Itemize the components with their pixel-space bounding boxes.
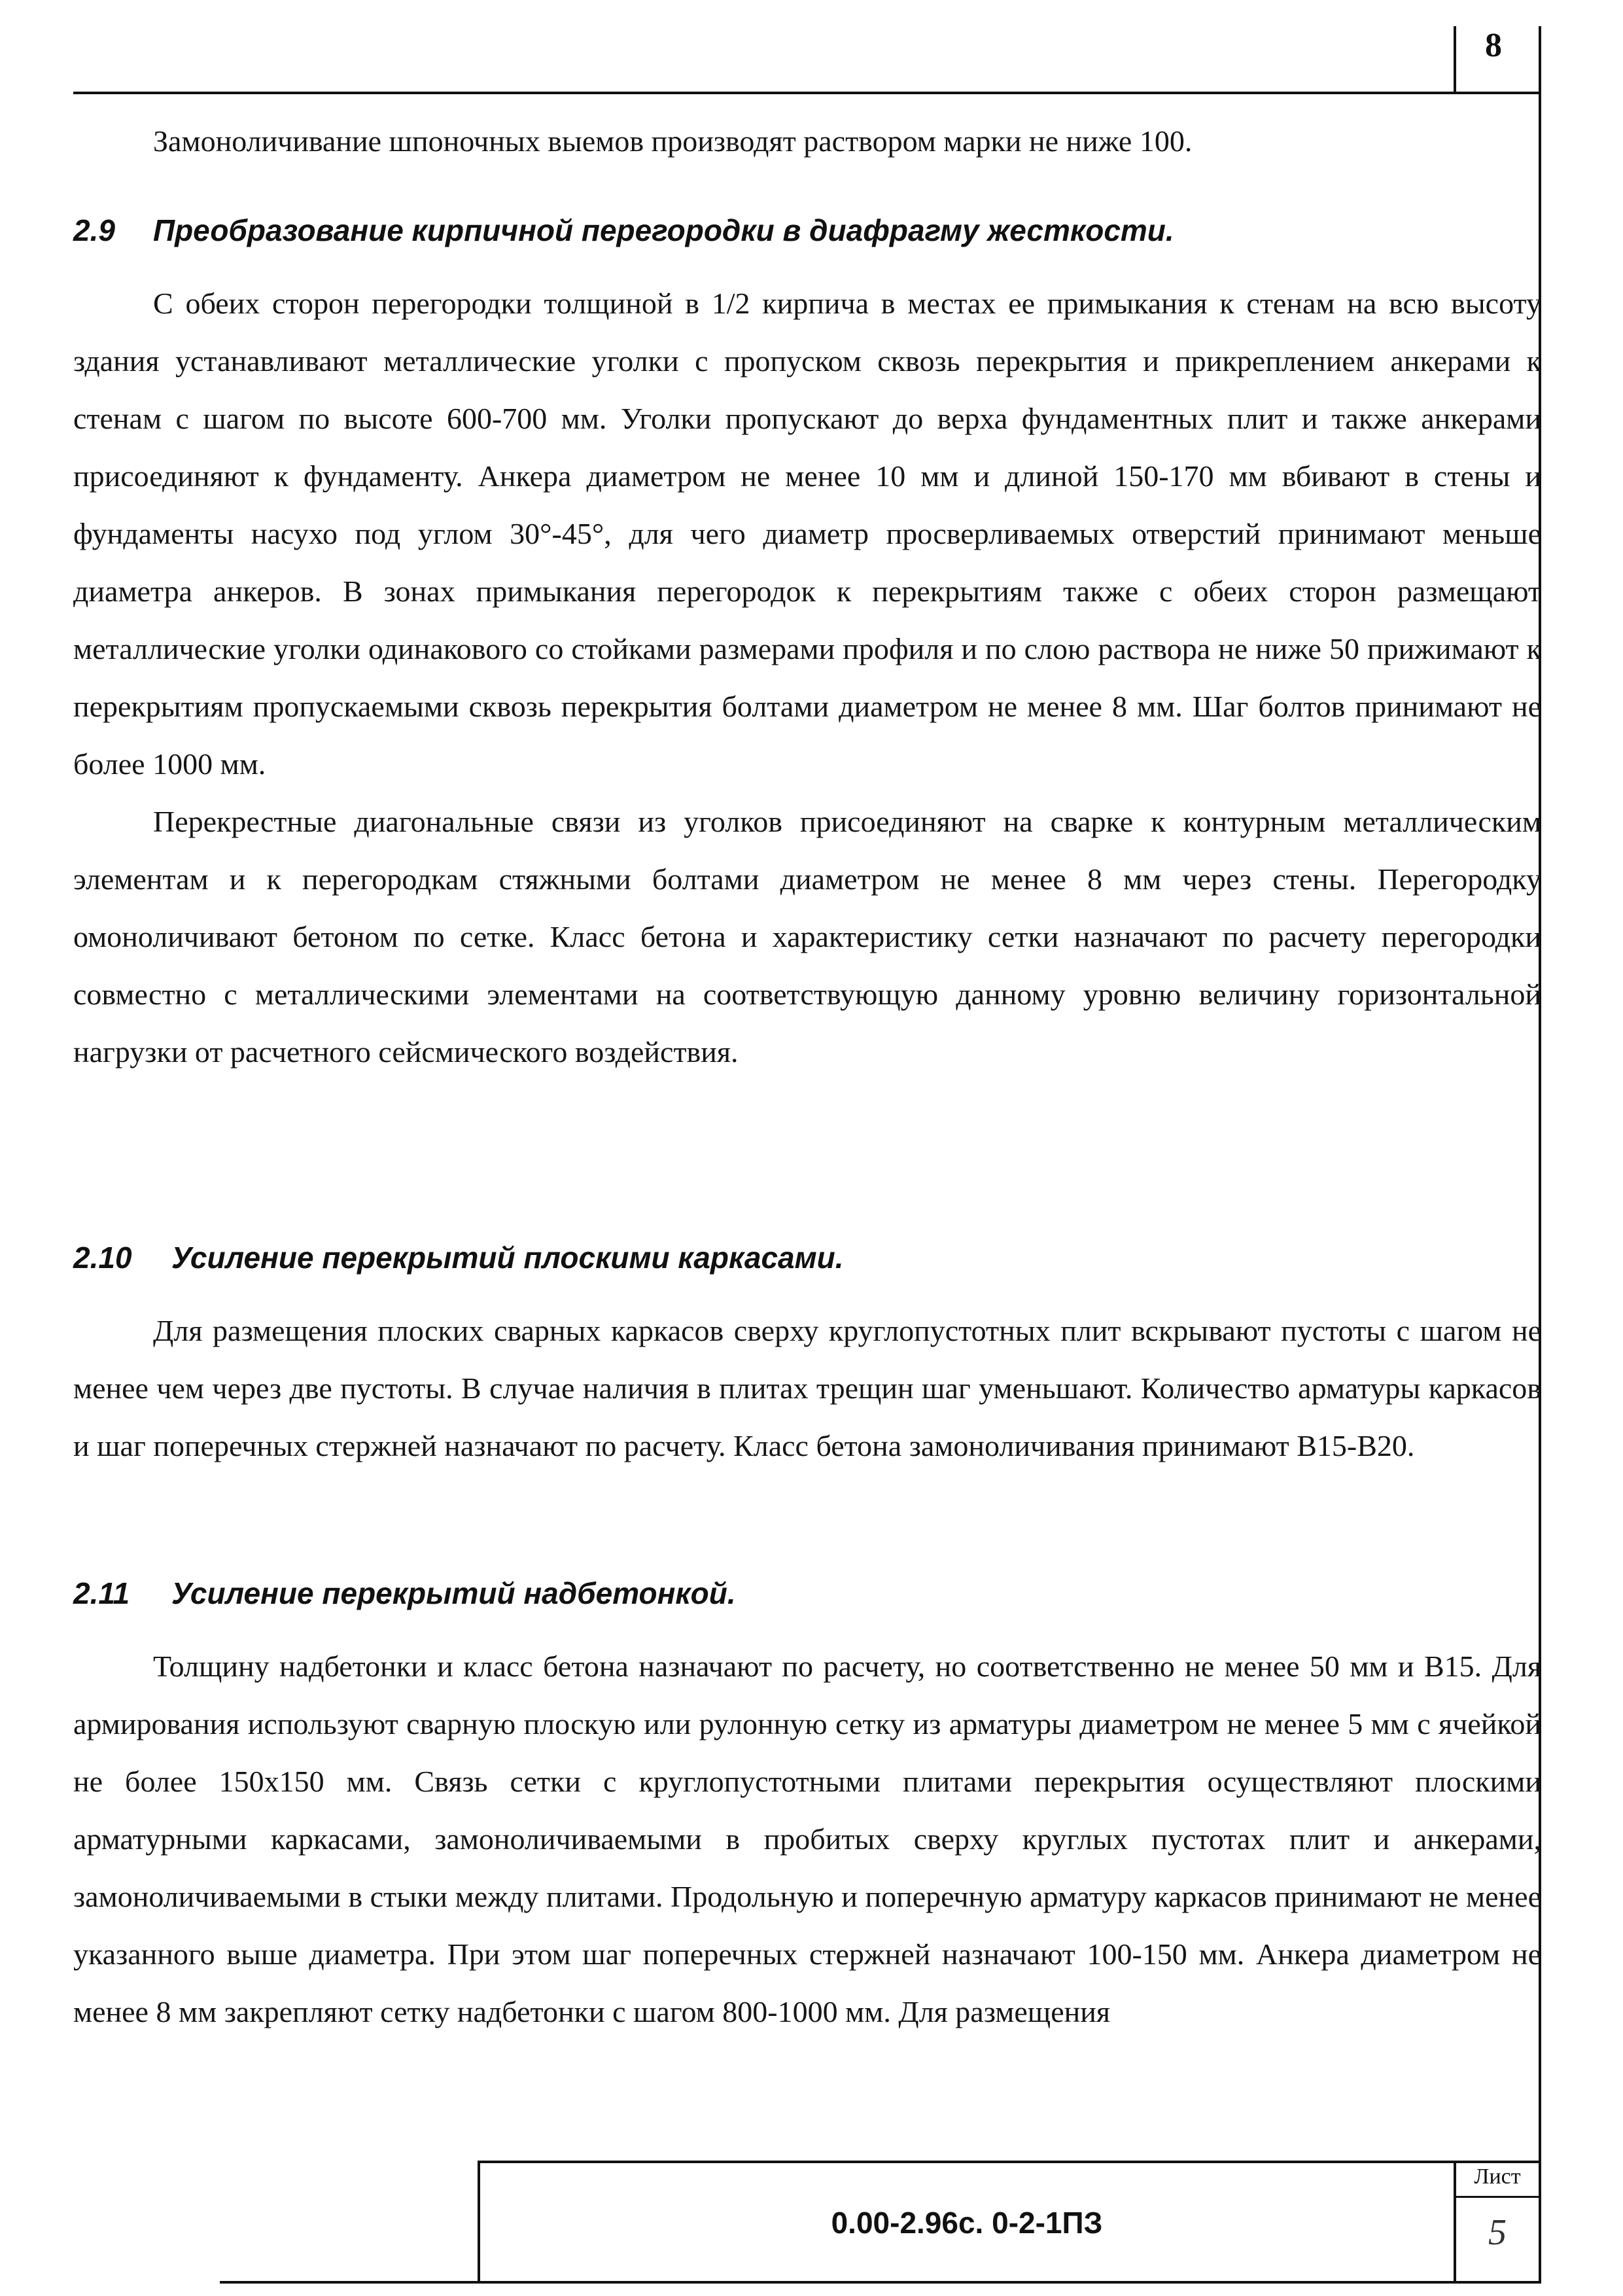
paragraph: Для размещения плоских сварных каркасов сверху круглопустотных плит вскрывают пустоты с шагом не менее чем через две пустоты. В случае наличия в плитах трещин шаг уменьшают. Количество арматуры каркасов и шаг поперечных стержней назначают по расчету. Класс бетона замоноличивания принимают В15-В20. xyxy=(73,1314,1541,1462)
paragraph: Перекрестные диагональные связи из уголков присоединяют на сварке к контурным металлическим элементам и к перегородкам стяжными болтами диаметром не менее 8 мм через стены. Перегородку омоноличивают бетоном по сетке. Класс бетона и характеристику сетки назначают по расчету перегородки совместно с металлическими элементами на соответствующую данному уровню величину горизонтальной нагрузки от расчетного сейсмического воздействия. xyxy=(73,805,1541,1069)
section-title: Преобразование кирпичной перегородки в диафрагму жесткости. xyxy=(153,213,1174,247)
sheet-number: 5 xyxy=(1488,2212,1507,2253)
intro-paragraph xyxy=(73,113,1541,170)
section-body-2-9 xyxy=(73,275,1541,1081)
intro-text: Замоноличивание шпоночных выемов производят раствором марки не ниже 100. xyxy=(153,124,1193,158)
paragraph: Толщину надбетонки и класс бетона назначают по расчету, но соответственно не менее 50 мм и В15. Для армирования используют сварную плоскую или рулонную сетку из арматуры диаметром не менее 5 мм с ячейкой не более 150x150 мм. Связь сетки с круглопустотными плитами перекрытия осуществляют плоскими арматурными каркасами, замоноличиваемыми в пробитых сверху круглых пустотах плит и анкерами, замоноличиваемыми в стыки между плитами. Продольную и поперечную арматуру каркасов принимают не менее указанного выше диаметра. При этом шаг поперечных стержней назначают 100-150 мм. Анкера диаметром не менее 8 мм закрепляют сетку надбетонки с шагом 800-1000 мм. Для размещения xyxy=(73,1650,1541,2028)
section-heading-2-10 xyxy=(73,1240,1541,1275)
section-body-2-11 xyxy=(73,1638,1541,2041)
section-number: 2.11 xyxy=(73,1576,130,1610)
section-heading-2-9 xyxy=(73,213,1541,248)
section-heading-2-11 xyxy=(73,1576,1541,1611)
header-rule xyxy=(73,92,1541,94)
page-number: 8 xyxy=(1485,27,1502,64)
section-number: 2.9 xyxy=(73,213,115,247)
page-number-box-left xyxy=(1454,26,1456,94)
document-code: 0.00-2.96с. 0-2-1ПЗ xyxy=(831,2206,1103,2240)
section-title: Усиление перекрытий плоскими каркасами. xyxy=(171,1241,844,1275)
section-title: Усиление перекрытий надбетонкой. xyxy=(171,1576,736,1610)
stamp-top-line xyxy=(478,2161,1541,2163)
sheet-label: Лист xyxy=(1474,2164,1521,2189)
paragraph: С обеих сторон перегородки толщиной в 1/2 кирпича в местах ее примыкания к стенам на всю высоту здания устанавливают металлические уголки с пропуском сквозь перекрытия и прикреплением анкерами к стенам с шагом по высоте 600-700 мм. Уголки пропускают до верха фундаментных плит и также анкерами присоединяют к фундаменту. Анкера диаметром не менее 10 мм и длиной 150-170 мм вбивают в стены и фундаменты насухо под углом 30°-45°, для чего диаметр просверливаемых отверстий принимают меньше диаметра анкеров. В зонах примыкания перегородок к перекрытиям также с обеих сторон размещают металлические уголки одинакового со стойками размерами профиля и по слою раствора не ниже 50 прижимают к перекрытиям пропускаемыми сквозь перекрытия болтами диаметром не менее 8 мм. Шаг болтов принимают не более 1000 мм. xyxy=(73,287,1541,781)
stamp-sheet-label-line xyxy=(1454,2196,1541,2198)
section-body-2-10 xyxy=(73,1302,1541,1475)
section-number: 2.10 xyxy=(73,1241,132,1275)
stamp-bottom-line xyxy=(220,2281,1541,2284)
